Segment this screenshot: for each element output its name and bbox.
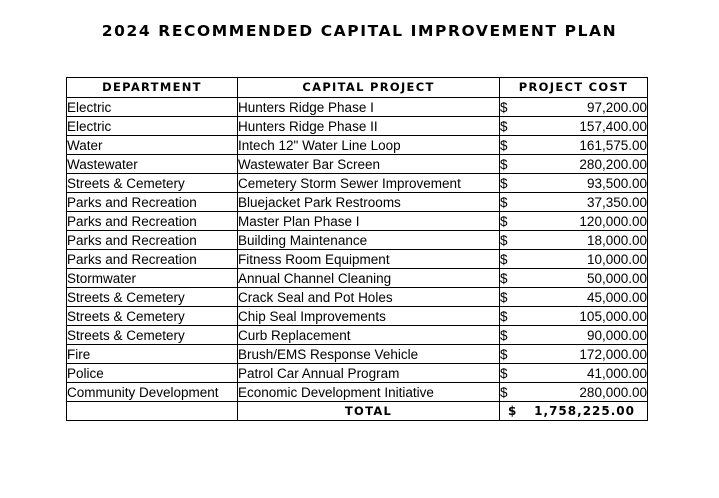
- department-cell: Electric: [67, 98, 238, 117]
- currency-symbol: $: [500, 194, 508, 210]
- project-cell: Hunters Ridge Phase II: [238, 117, 500, 136]
- project-cell: Cemetery Storm Sewer Improvement: [238, 174, 500, 193]
- total-amount: 1,758,225.00: [534, 403, 635, 418]
- cost-amount: 120,000.00: [579, 213, 647, 229]
- project-cell: Chip Seal Improvements: [238, 307, 500, 326]
- table-row: [67, 212, 648, 231]
- cost-cell: [500, 212, 648, 231]
- department-cell: Streets & Cemetery: [67, 288, 238, 307]
- capital-plan-table: [66, 77, 648, 421]
- table-row: [67, 136, 648, 155]
- table-row: [67, 288, 648, 307]
- cost-cell: [500, 383, 648, 402]
- cost-amount: 280,200.00: [579, 156, 647, 172]
- cost-cell: [500, 307, 648, 326]
- currency-symbol: $: [500, 213, 508, 229]
- currency-symbol: $: [500, 346, 508, 362]
- cost-cell: [500, 326, 648, 345]
- cost-amount: 41,000.00: [586, 365, 647, 381]
- table-row: [67, 155, 648, 174]
- department-cell: Streets & Cemetery: [67, 307, 238, 326]
- total-cost-cell: [500, 402, 648, 421]
- department-cell: Wastewater: [67, 155, 238, 174]
- cost-amount: 10,000.00: [586, 251, 647, 267]
- department-cell: Parks and Recreation: [67, 250, 238, 269]
- page-title: 2024 RECOMMENDED CAPITAL IMPROVEMENT PLAN: [101, 22, 618, 40]
- cost-cell: [500, 117, 648, 136]
- department-cell: Police: [67, 364, 238, 383]
- department-cell: Streets & Cemetery: [67, 174, 238, 193]
- table-row: [67, 269, 648, 288]
- currency-symbol: $: [500, 175, 508, 191]
- table-row: [67, 383, 648, 402]
- department-cell: Parks and Recreation: [67, 193, 238, 212]
- department-cell: Stormwater: [67, 269, 238, 288]
- department-cell: Community Development: [67, 383, 238, 402]
- header-row: [67, 78, 648, 98]
- cost-cell: [500, 155, 648, 174]
- currency-symbol: $: [500, 270, 508, 286]
- project-cell: Economic Development Initiative: [238, 383, 500, 402]
- table-row: [67, 193, 648, 212]
- currency-symbol: $: [500, 156, 508, 172]
- cost-cell: [500, 269, 648, 288]
- cost-amount: 93,500.00: [586, 175, 647, 191]
- currency-symbol: $: [500, 137, 508, 153]
- cost-amount: 45,000.00: [586, 289, 647, 305]
- cost-cell: [500, 174, 648, 193]
- currency-symbol: $: [500, 251, 508, 267]
- table-row: [67, 326, 648, 345]
- cost-cell: [500, 250, 648, 269]
- currency-symbol: $: [500, 365, 508, 381]
- cost-amount: 37,350.00: [586, 194, 647, 210]
- table-row: [67, 250, 648, 269]
- cost-amount: 157,400.00: [579, 118, 647, 134]
- cost-amount: 90,000.00: [586, 327, 647, 343]
- project-cell: Building Maintenance: [238, 231, 500, 250]
- currency-symbol: $: [500, 99, 508, 115]
- project-cell: Hunters Ridge Phase I: [238, 98, 500, 117]
- total-row: [67, 402, 648, 421]
- cost-amount: 18,000.00: [586, 232, 647, 248]
- project-cell: Patrol Car Annual Program: [238, 364, 500, 383]
- project-cell: Bluejacket Park Restrooms: [238, 193, 500, 212]
- cost-amount: 161,575.00: [579, 137, 647, 153]
- project-cell: Annual Channel Cleaning: [238, 269, 500, 288]
- cost-amount: 97,200.00: [586, 99, 647, 115]
- department-cell: Streets & Cemetery: [67, 326, 238, 345]
- table-row: [67, 307, 648, 326]
- cost-cell: [500, 136, 648, 155]
- table-row: [67, 174, 648, 193]
- cost-cell: [500, 345, 648, 364]
- cost-amount: 105,000.00: [579, 308, 647, 324]
- project-cell: Brush/EMS Response Vehicle: [238, 345, 500, 364]
- cost-cell: [500, 288, 648, 307]
- cost-cell: [500, 193, 648, 212]
- table-body: [67, 98, 648, 402]
- project-cell: Wastewater Bar Screen: [238, 155, 500, 174]
- currency-symbol: $: [500, 308, 508, 324]
- project-cell: Crack Seal and Pot Holes: [238, 288, 500, 307]
- cost-amount: 172,000.00: [579, 346, 647, 362]
- currency-symbol: $: [500, 232, 508, 248]
- table-row: [67, 364, 648, 383]
- cost-amount: 280,000.00: [579, 384, 647, 400]
- department-header: DEPARTMENT: [67, 78, 238, 98]
- project-cell: Curb Replacement: [238, 326, 500, 345]
- cost-cell: [500, 98, 648, 117]
- department-cell: Electric: [67, 117, 238, 136]
- cost-cell: [500, 364, 648, 383]
- currency-symbol: $: [500, 384, 508, 400]
- table-row: [67, 117, 648, 136]
- department-cell: Parks and Recreation: [67, 231, 238, 250]
- currency-symbol: $: [500, 118, 508, 134]
- total-currency-symbol: $: [508, 403, 518, 418]
- project-cell: Master Plan Phase I: [238, 212, 500, 231]
- department-cell: Parks and Recreation: [67, 212, 238, 231]
- cost-cell: [500, 231, 648, 250]
- table-row: [67, 98, 648, 117]
- total-label: TOTAL: [238, 402, 500, 421]
- project-header: CAPITAL PROJECT: [238, 78, 500, 98]
- total-spacer: [67, 402, 238, 421]
- currency-symbol: $: [500, 289, 508, 305]
- cost-header: PROJECT COST: [500, 78, 648, 98]
- table-row: [67, 345, 648, 364]
- cost-amount: 50,000.00: [586, 270, 647, 286]
- department-cell: Water: [67, 136, 238, 155]
- project-cell: Intech 12" Water Line Loop: [238, 136, 500, 155]
- currency-symbol: $: [500, 327, 508, 343]
- project-cell: Fitness Room Equipment: [238, 250, 500, 269]
- department-cell: Fire: [67, 345, 238, 364]
- table-row: [67, 231, 648, 250]
